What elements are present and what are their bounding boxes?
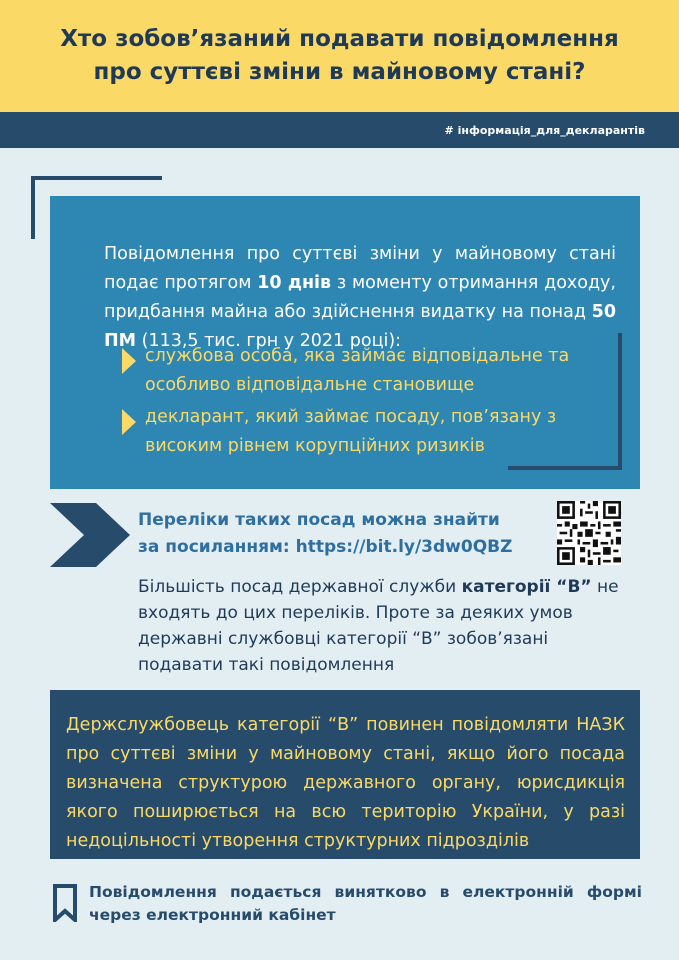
frame-corner-top-left: [31, 176, 162, 180]
category-b-note: [138, 574, 628, 678]
hashtag-label: # інформація_для_декларантів: [444, 124, 645, 137]
note-bold-category: категорії “В”: [461, 577, 592, 597]
intro-text-2: з моменту отримання доходу, придбання майна або здійснення видатку на понад: [104, 273, 616, 322]
intro-bold-days: 10 днів: [257, 273, 332, 293]
note-text-1: Більшість посад державної служби: [138, 577, 462, 597]
footer-note: Повідомлення подається винятково в електронній формі через електронний кабінет: [89, 883, 642, 924]
title-line-2: про суттєві зміни в майновому стані?: [93, 59, 586, 85]
list-item: [122, 403, 592, 461]
list-item: [122, 342, 592, 400]
header-banner: [0, 0, 679, 112]
bullet-text: декларант, який займає посаду, пов’язану з високим рівнем корупційних ризиків: [145, 407, 557, 456]
frame-corner-top-left-vertical: [31, 176, 35, 239]
intro-bold-pm: 50 ПМ: [104, 302, 616, 351]
category-b-info-text: Держслужбовець категорії “В” повинен повідомляти НАЗК про суттєві зміни у майновому стані, якщо його посада визначена структурою державного органу, юрисдикція якого поширюється на всю територію України, у разі недоцільності утворення структурних підрозділів: [66, 715, 625, 851]
page-title: [40, 23, 640, 89]
main-info-box: [50, 196, 640, 489]
hashtag-bar: [0, 112, 679, 148]
link-line-1: Переліки таких посад можна знайти: [138, 510, 500, 530]
category-b-info-box: [50, 690, 640, 859]
title-line-1: Хто зобов’язаний подавати повідомлення: [60, 26, 619, 52]
frame-corner-bottom-right: [508, 466, 622, 470]
bullet-text: службова особа, яка займає відповідальне та особливо відповідальне становище: [145, 346, 570, 395]
link-line-2[interactable]: за посиланням: https://bit.ly/3dw0QBZ: [138, 537, 513, 557]
positions-list-link[interactable]: [138, 507, 558, 561]
intro-text-1: Повідомлення про суттєві зміни у майновому стані подає протягом: [104, 244, 616, 293]
chevron-right-icon: [50, 503, 130, 567]
note-text-2: не входять до цих переліків. Проте за деяких умов державні службовці категорії “В” зобов’язані подавати такі повідомлення: [138, 577, 619, 675]
intro-paragraph: [104, 240, 616, 356]
qr-code-icon[interactable]: [557, 501, 621, 565]
bullet-list: [122, 342, 592, 461]
triangle-bullet-icon: [122, 348, 136, 374]
intro-text-3: (113,5 тис. грн у 2021 році):: [136, 331, 402, 351]
triangle-bullet-icon: [122, 409, 136, 435]
frame-corner-bottom-right-vertical: [618, 333, 622, 470]
bookmark-icon: [53, 884, 77, 922]
